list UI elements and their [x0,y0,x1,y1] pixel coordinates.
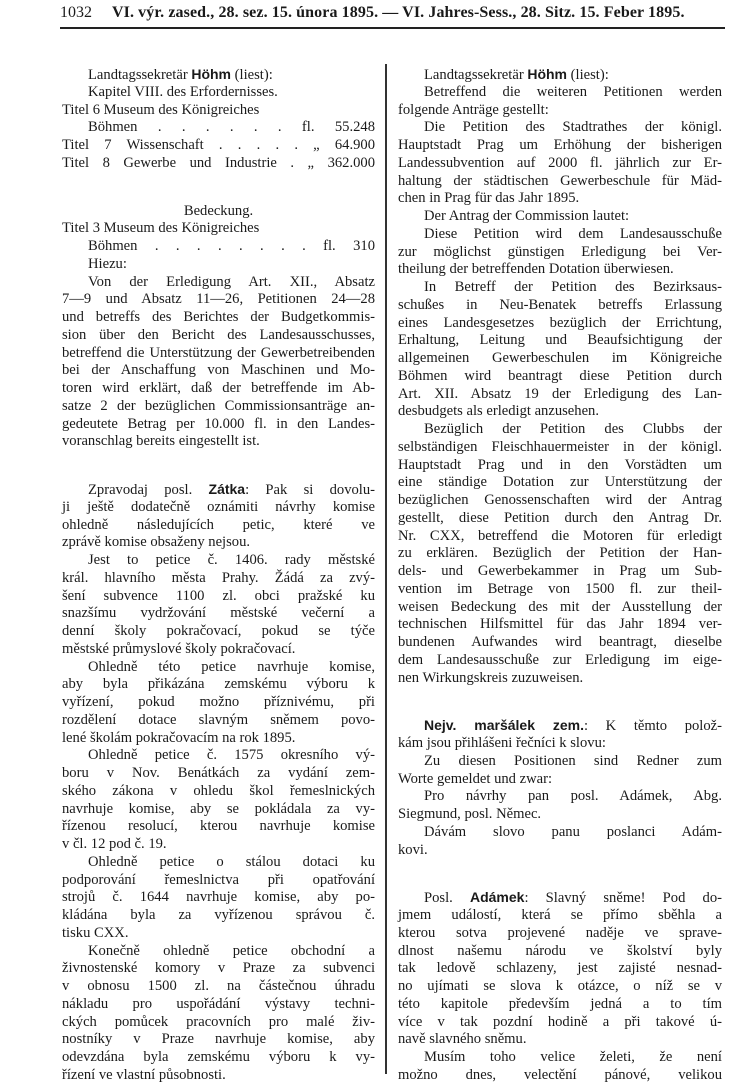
text-segment: dlnost našemu národu ve školství byly [398,942,722,959]
text-line [62,398,375,416]
page-header-text [60,4,685,22]
text-line [398,279,722,297]
text-line [398,137,722,155]
text-line [398,332,722,350]
text-segment: bei der Anschaffung von Maschinen und Mo- [62,362,375,379]
text-line [398,190,722,208]
text-line [62,889,375,907]
text-segment: weisen Bedeckung des mit der Ausstellung der [398,598,722,615]
text-line [398,563,722,581]
text-line [398,457,722,475]
text-segment: Dávám slovo panu poslanci Adám- [424,823,722,840]
speaker-name: Nejv. maršálek zem. [424,717,584,734]
text-line [62,925,375,943]
text-line [398,510,722,528]
text-line [62,588,375,606]
header-rule [60,27,725,29]
text-line [62,712,375,730]
text-line [62,960,375,978]
text-segment: kovi. [398,841,428,858]
blank-line [62,451,375,481]
text-segment: Hauptstadt Prag um Erhöhung der bisherigen [398,137,722,153]
text-segment: desbudgets als erledigt anzusehen. [398,403,600,420]
text-segment: nákladu pro uspořádání výstavy techni- [62,995,375,1012]
text-line [62,641,375,659]
text-segment: technischen Hilfsmittel für das Jahr 1894 ver- [398,616,722,633]
text-segment: řízenou resolucí, kterou navrhuje komise [62,818,375,835]
text-segment: Landtagssekretär [88,67,192,83]
header-title: VI. výr. zased., 28. sez. 15. února 1895. — VI. Jahres-Sess., 28. Sitz. 15. Feber 1895. [112,4,685,21]
text-segment: král. hlavního města Prahy. Žádá za zvý- [62,569,375,586]
text-segment: řízení ve vlastní působnosti. [62,1066,226,1083]
text-segment: kládána byla za vyřízenou správou č. [62,907,375,923]
blank-line [398,687,722,717]
text-segment: tak ledově schlazeny, jest zajisté nesnad- [398,960,722,977]
text-segment: Hauptstadt Prag und in den Vorstädten um [398,456,722,473]
text-line [62,996,375,1014]
text-line [62,362,375,380]
text-segment: Ohledně petice o stálou dotaci ku [88,853,375,870]
left-column [62,66,375,1085]
text-segment: Titel 7 Wissenschaft . . . . . „ 64.900 [62,137,375,153]
text-segment: kám jsou přihlášeni řečníci k slovu: [398,735,606,751]
page-number: 1032 [60,4,92,21]
text-line [62,238,375,256]
text-line [62,978,375,996]
text-segment: Hiezu: [88,255,127,272]
text-line [398,581,722,599]
speaker-name: Höhm [527,66,567,82]
text-segment: schußes in Neu-Benatek betreffs Erlassung [398,296,722,313]
text-segment: jmem událostí, která se přímo sběhla a [398,907,722,923]
text-line [62,274,375,292]
text-segment: allgemeinen Gewerbeschulen im Königreiche [398,350,722,366]
text-line [62,84,375,102]
text-segment: více v tak pozdní hodině a při takové ú- [398,1013,722,1030]
text-line [398,824,722,842]
text-line [62,623,375,641]
text-segment: Bedeckung. [183,202,254,219]
text-line [62,570,375,588]
text-line [398,492,722,510]
text-line [62,433,375,451]
text-line [62,836,375,854]
text-line [62,1067,375,1085]
text-line [62,605,375,623]
text-line [62,552,375,570]
text-segment: no ujímati se slova k otázce, o níž se v [398,978,722,994]
text-segment: podporování řemeslnictva při opatřování [62,871,375,888]
text-segment: ji ještě dodatečně oznámiti návrhy komise [62,498,375,515]
text-segment: gestellt, diese Petition durch den Antrag Dr. [398,509,722,526]
text-segment: In Betreff der Petition des Bezirksaus- [424,279,722,295]
text-segment: Kapitel VIII. des Erfordernisses. [88,83,278,100]
text-line [398,925,722,943]
text-line [62,66,375,84]
text-segment: toren wird erklärt, daß der betreffende im Ab- [62,380,375,396]
text-line [398,208,722,226]
text-line [62,730,375,748]
text-line [398,996,722,1014]
text-line [62,659,375,677]
text-segment: vention im Betrage von 1500 fl. zur theil- [398,580,722,597]
text-line [398,315,722,333]
text-segment: odevzdána byla zemskému výboru k vy- [62,1049,375,1065]
text-line [398,173,722,191]
text-line [62,1014,375,1032]
text-line [398,1067,722,1085]
text-line [62,1031,375,1049]
text-segment: haltung der städtischen Gewerbeschule für Mäd- [398,172,722,189]
text-segment: Bezüglich der Petition des Clubbs der [424,421,722,437]
text-segment: boru v Nov. Benátkách za vydání zem- [62,765,375,781]
text-segment: živnostenské komory v Praze za subvenci [62,960,375,977]
text-segment: theilung der betreffenden Dotation überwiesen. [398,261,674,278]
text-segment: Die Petition des Stadtrathes der königl. [424,119,722,136]
text-segment: Von der Erledigung Art. XII., Absatz [88,273,375,290]
text-segment: Böhmen wird beantragt diese Petition durch [398,367,722,384]
text-segment: Diese Petition wird dem Landesausschuße [424,225,722,242]
text-segment: Erhaltung, Leitung und Beaufsichtigung der [398,332,722,349]
text-segment: Titel 8 Gewerbe und Industrie . „ 362.000 [62,154,375,171]
text-segment: navrhuje komise, aby se pokládala za vy- [62,800,375,817]
text-segment: : K těmto polož- [584,718,722,735]
text-segment: denní školy pokračovací, pokud se týče [62,623,375,639]
blank-line [398,859,722,889]
text-segment: Ohledně této petice navrhuje komise, [88,658,375,675]
text-line [62,291,375,309]
speaker-name: Adámek [469,889,525,906]
text-line [62,676,375,694]
text-segment: Titel 6 Museum des Königreiches [62,101,260,118]
text-line [398,634,722,652]
text-segment: bezüglichen Genossenschaften wird der Antrag [398,492,722,508]
text-line [398,889,722,907]
text-segment: této kapitole především jedná a to tím [398,995,722,1012]
text-line [62,801,375,819]
text-segment: lené školám pokračovacím na rok 1895. [62,729,296,746]
text-segment: kterou sotva projevené naděje ve sprave- [398,924,722,941]
text-line [398,368,722,386]
text-line [62,203,375,221]
text-line [62,380,375,398]
text-segment: Musím toho velice želeti, že není [424,1049,722,1065]
text-segment: Worte gemeldet und zwar: [398,770,553,787]
text-line [398,652,722,670]
text-segment: ckých pomůcek pracovních pro malé živ- [62,1013,375,1030]
text-segment: chen in Prag für das Jahr 1895. [398,190,580,207]
text-segment: tisku CXX. [62,924,129,941]
text-line [398,842,722,860]
text-line [398,155,722,173]
text-line [62,102,375,120]
text-line [62,943,375,961]
text-line [62,765,375,783]
text-segment: možno dnes, velectění pánové, velikou [398,1066,722,1083]
text-segment: Landessubvention auf 2000 fl. jährlich zur Er- [398,154,722,171]
text-line [398,753,722,771]
text-line [398,261,722,279]
text-line [398,599,722,617]
text-segment: dem Landesausschuße zur Erledigung im eige- [398,651,722,668]
text-segment: Zu diesen Positionen sind Redner zum [424,752,722,769]
text-line [398,943,722,961]
text-segment: aby byla přikázána zemskému výboru k [62,676,375,693]
text-segment: zu erklären. Bezüglich der Petition der Han- [398,545,722,562]
text-segment: : Pak si dovolu- [245,482,376,498]
text-segment: folgende Anträge gestellt: [398,101,549,118]
text-segment: 7—9 und Absatz 11—26, Petitionen 24—28 [62,291,375,308]
right-column [398,66,722,1085]
text-line [398,226,722,244]
text-line [398,119,722,137]
text-line [398,788,722,806]
text-line [62,907,375,925]
text-line [398,1031,722,1049]
text-line [62,1049,375,1067]
text-segment: (liest): [567,67,609,83]
text-segment: Pro návrhy pan posl. Adámek, Abg. [424,788,722,805]
text-line [62,309,375,327]
text-segment: Der Antrag der Commission lautet: [424,208,630,224]
text-segment: nostníky v Praze navrhuje komise, aby [62,1031,375,1048]
text-segment: zprávě komise obsaženy nejsou. [62,534,251,551]
text-segment: dels- und Gewerbekammer in Prag um Sub- [398,563,722,579]
text-line [398,771,722,789]
text-segment: gedeutete Betrag per 10.000 fl. in den Landes- [62,415,375,432]
text-segment: Art. XII. Absatz 19 der Erledigung des Lan- [398,385,722,402]
speaker-name: Zátka [208,481,246,497]
text-segment: Konečně ohledně petice obchodní a [88,942,375,959]
text-line [62,416,375,434]
text-segment: šení subvence 1100 zl. obci pražské ku [62,587,375,604]
text-segment: ského zákona v ohledu škol řemeslnických [62,782,375,799]
text-line [62,155,375,173]
text-segment: Böhmen . . . . . . fl. 55.248 [88,119,375,136]
text-segment: Böhmen . . . . . . . . fl. 310 [88,238,375,254]
text-segment: sion über den Bericht des Landesausschusses, [62,326,375,343]
text-line [398,297,722,315]
text-line [62,783,375,801]
text-segment: Jest to petice č. 1406. rady městské [88,552,375,568]
text-line [398,528,722,546]
text-segment: eine ständige Dotation zur Unterstützung der [398,474,722,491]
text-line [62,872,375,890]
text-line [62,481,375,499]
text-line [62,220,375,238]
text-line [398,1049,722,1067]
text-segment: ohledně následujících petic, které ve [62,516,375,533]
text-line [62,534,375,552]
text-line [398,735,722,753]
text-segment: Nr. CXX, betreffend die Motoren für erledigt [398,527,722,544]
text-line [62,345,375,363]
text-line [398,616,722,634]
text-line [398,439,722,457]
text-line [398,84,722,102]
text-segment: voranschlag bereits eingestellt ist. [62,433,260,450]
text-line [398,545,722,563]
text-line [398,244,722,262]
text-line [398,717,722,735]
blank-line [62,173,375,203]
text-segment: snazšímu vydržování městské večerní a [62,605,375,622]
speaker-name: Höhm [191,66,231,82]
text-line [398,386,722,404]
text-segment: nen Wirkungskreis zuzuweisen. [398,669,584,686]
text-line [398,350,722,368]
text-line [62,137,375,155]
text-segment: vyřízení, pokud možno příznivému, při [62,694,375,710]
text-line [398,670,722,688]
text-segment: (liest): [231,67,273,83]
text-segment: und betreffs des Berichtes der Budgetkommis- [62,309,375,325]
text-segment: v obnosu 1500 zl. na částečnou úhradu [62,978,375,994]
text-line [62,694,375,712]
text-line [398,66,722,84]
text-line [398,474,722,492]
text-line [62,119,375,137]
text-line [398,960,722,978]
text-line [398,1014,722,1032]
text-segment: rozdělení dotace slavným sněmem povo- [62,711,375,728]
text-line [398,403,722,421]
text-segment: bundenen Aufwandes wird beantragt, dieselbe [398,634,722,650]
text-line [62,854,375,872]
text-segment: Betreffend die weiteren Petitionen werden [424,83,722,100]
column-divider [385,64,387,1074]
text-line [398,907,722,925]
text-segment: selbständigen Fleischhauermeister in der königl. [398,438,722,455]
text-segment: navě slavného sněmu. [398,1031,527,1048]
text-segment: eines Landesgesetzes bezüglich der Errichtung, [398,314,722,331]
text-segment: Zpravodaj posl. [88,482,209,498]
text-segment: satze 2 der bezüglichen Commissionsanträge an- [62,397,375,414]
text-segment: : Slavný sněme! Pod do- [524,890,722,907]
text-line [62,517,375,535]
text-line [398,102,722,120]
text-line [398,806,722,824]
text-segment: Landtagssekretär [424,67,528,83]
text-segment: Siegmund, posl. Němec. [398,806,542,822]
text-line [62,499,375,517]
text-segment: strojů č. 1644 navrhuje komise, aby po- [62,889,375,906]
running-header [60,4,725,22]
text-segment: Posl. [424,890,470,907]
text-segment: městské průmyslové školy pokračovací. [62,640,296,657]
text-line [62,256,375,274]
text-segment: betreffend die Unterstützung der Gewerbetreibenden [62,344,375,361]
text-line [62,747,375,765]
text-line [398,421,722,439]
text-line [398,978,722,996]
text-segment: Ohledně petice č. 1575 okresního vý- [88,747,375,764]
text-segment: zur möglichst günstigen Erledigung bei Ver- [398,243,722,260]
text-line [62,818,375,836]
text-segment: v čl. 12 pod č. 19. [62,836,167,852]
text-segment: Titel 3 Museum des Königreiches [62,220,260,237]
text-line [62,327,375,345]
